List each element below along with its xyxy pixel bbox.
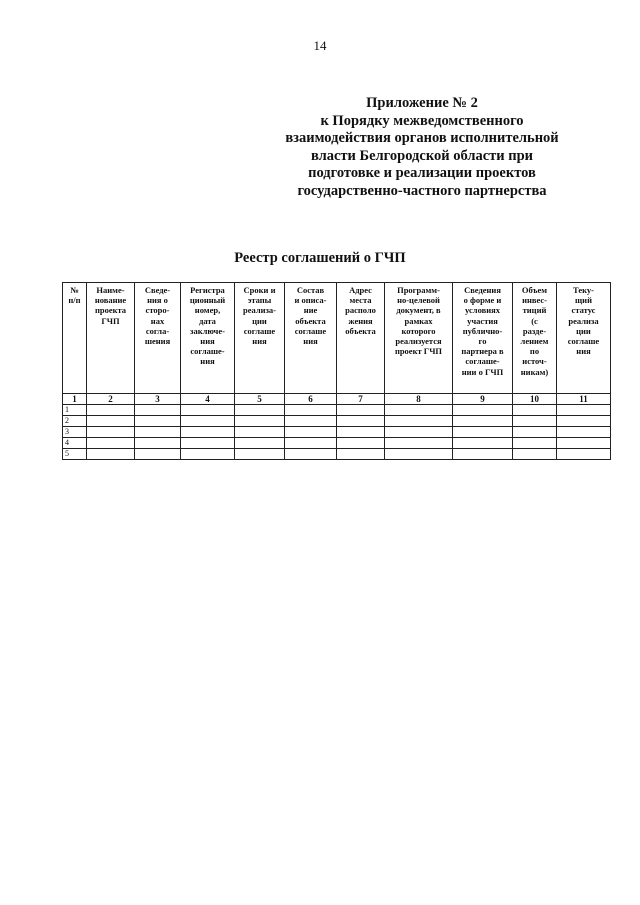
- column-header-line: ния: [200, 336, 215, 347]
- column-header: [337, 283, 385, 394]
- column-header: [181, 283, 235, 394]
- column-number: 1: [63, 394, 87, 405]
- table-cell: [337, 416, 385, 427]
- table-cell: [385, 438, 453, 449]
- column-header-line: соглаше: [294, 325, 327, 336]
- column-header: [135, 283, 181, 394]
- column-header-line: по: [529, 346, 540, 357]
- appendix-line: подготовке и реализации проектов: [308, 165, 536, 181]
- table-cell: [135, 427, 181, 438]
- column-header-line: ции: [252, 315, 267, 326]
- appendix-line: Приложение № 2: [366, 95, 478, 111]
- table-cell: [181, 416, 235, 427]
- column-header: [385, 283, 453, 394]
- table-cell: [87, 438, 135, 449]
- column-header-line: тиций: [522, 305, 547, 316]
- table-cell: [87, 427, 135, 438]
- table-cell: [513, 405, 557, 416]
- column-header-line: реализа: [568, 315, 599, 326]
- header-row: [63, 283, 611, 394]
- table-cell: [135, 405, 181, 416]
- table-cell: [337, 427, 385, 438]
- column-header-line: никам): [520, 366, 549, 377]
- appendix-line: власти Белгородской области при: [310, 147, 534, 164]
- column-header-line: дата: [199, 315, 216, 326]
- column-header-line: располо: [345, 305, 376, 316]
- table-cell: [453, 416, 513, 427]
- column-header-line: нии о ГЧП: [461, 366, 504, 377]
- column-header-line: заключе-: [190, 325, 225, 336]
- column-header-line: участия: [467, 315, 498, 326]
- table-cell: [513, 427, 557, 438]
- appendix-line: государственно-частного партнерства: [297, 182, 547, 199]
- column-number: 2: [87, 394, 135, 405]
- table-cell: [235, 427, 285, 438]
- column-header-line: статус: [571, 305, 596, 316]
- column-header-line: Адрес: [349, 285, 372, 295]
- column-header-line: публично-: [462, 325, 503, 336]
- table-cell: [385, 405, 453, 416]
- registry-title: Реестр соглашений о ГЧП: [234, 250, 406, 266]
- column-header: [285, 283, 337, 394]
- table-cell: [87, 405, 135, 416]
- column-header-line: но-целевой: [397, 295, 440, 306]
- column-header-line: о форме и: [463, 295, 502, 306]
- column-header-line: и описа-: [294, 295, 327, 306]
- column-header-line: рамках: [404, 315, 433, 326]
- column-number: 5: [235, 394, 285, 405]
- table-cell: [557, 427, 611, 438]
- column-header-line: Сведения: [464, 285, 501, 295]
- column-number: 6: [285, 394, 337, 405]
- column-header-line: Сроки и: [243, 285, 276, 295]
- table-cell: [87, 416, 135, 427]
- table-cell: [453, 405, 513, 416]
- column-header-line: места: [349, 295, 372, 306]
- column-header-line: Наиме-: [96, 285, 125, 295]
- table-cell: [285, 438, 337, 449]
- column-header-line: разде-: [522, 325, 547, 336]
- table-cell: [453, 427, 513, 438]
- page-number: 14: [313, 38, 327, 53]
- table-cell: [453, 438, 513, 449]
- column-header-line: ния: [576, 346, 591, 357]
- column-header-line: реализа-: [243, 305, 276, 316]
- table-cell: [385, 427, 453, 438]
- table-cell: [285, 416, 337, 427]
- column-header: [453, 283, 513, 394]
- column-header-line: лением: [520, 336, 549, 347]
- column-header-line: инвес-: [522, 295, 547, 306]
- table-cell: [181, 427, 235, 438]
- appendix-line: к Порядку межведомственного: [320, 112, 524, 129]
- column-header: [87, 283, 135, 394]
- table-cell: [135, 416, 181, 427]
- column-header-line: номер,: [194, 305, 221, 316]
- column-header-line: жения: [348, 315, 373, 326]
- table-cell: [285, 427, 337, 438]
- table-cell: [513, 449, 557, 460]
- column-header-line: го: [478, 336, 487, 347]
- column-header-line: согла-: [145, 325, 170, 336]
- column-header-line: ГЧП: [101, 315, 120, 326]
- column-header-line: условиях: [465, 305, 500, 316]
- table-cell: [385, 416, 453, 427]
- column-number: 3: [135, 394, 181, 405]
- column-number: 9: [453, 394, 513, 405]
- column-header-line: ционный: [189, 295, 226, 306]
- table-cell: [181, 438, 235, 449]
- table-cell: [337, 449, 385, 460]
- table-cell: [285, 405, 337, 416]
- column-number: 10: [513, 394, 557, 405]
- column-header-line: ния о: [147, 295, 168, 306]
- column-header-line: ния: [200, 356, 215, 367]
- column-header-line: Теку-: [573, 285, 594, 295]
- column-header-line: соглаше-: [190, 346, 225, 357]
- row-number: 1: [63, 405, 87, 416]
- column-header-line: Сведе-: [144, 285, 171, 295]
- row-number: 2: [63, 416, 87, 427]
- table-cell: [385, 449, 453, 460]
- table-cell: [513, 416, 557, 427]
- appendix-line: взаимодействия органов исполнительной: [285, 130, 559, 146]
- column-header-line: сторо-: [145, 305, 170, 316]
- column-number: 4: [181, 394, 235, 405]
- column-header-line: Программ-: [397, 285, 440, 295]
- column-header-line: объекта: [345, 325, 376, 336]
- table-cell: [557, 438, 611, 449]
- table-cell: [135, 438, 181, 449]
- column-header-line: шения: [144, 336, 171, 347]
- column-header-line: нах: [150, 315, 165, 326]
- column-header-line: документ, в: [396, 305, 441, 316]
- column-header-line: этапы: [247, 295, 272, 306]
- column-header-line: Регистра: [190, 285, 225, 295]
- column-number: 8: [385, 394, 453, 405]
- column-header-line: источ-: [522, 356, 547, 367]
- column-header-line: нование: [94, 295, 127, 306]
- table-cell: [557, 416, 611, 427]
- column-number: 7: [337, 394, 385, 405]
- column-header-line: Состав: [296, 285, 325, 295]
- table-cell: [557, 449, 611, 460]
- table-cell: [235, 438, 285, 449]
- row-number: 4: [63, 438, 87, 449]
- column-header: [557, 283, 611, 394]
- column-header-line: объекта: [295, 315, 326, 326]
- column-header-line: №: [70, 285, 79, 295]
- column-number: 11: [557, 394, 611, 405]
- column-header-line: ния: [252, 336, 267, 347]
- table-cell: [235, 405, 285, 416]
- column-header: [63, 283, 87, 394]
- table-row: [63, 449, 611, 460]
- table-cell: [235, 416, 285, 427]
- row-number: 3: [63, 427, 87, 438]
- table-row: [63, 438, 611, 449]
- table-cell: [285, 449, 337, 460]
- appendix-heading: [262, 95, 582, 200]
- table-cell: [181, 405, 235, 416]
- table-cell: [337, 438, 385, 449]
- table-cell: [513, 438, 557, 449]
- table-cell: [235, 449, 285, 460]
- column-header: [513, 283, 557, 394]
- column-header-line: п/п: [68, 295, 81, 306]
- column-header-line: ние: [303, 305, 318, 316]
- table-cell: [337, 405, 385, 416]
- column-header-line: реализуется: [395, 336, 442, 347]
- column-header-line: (с: [531, 315, 538, 326]
- table-cell: [181, 449, 235, 460]
- column-header-line: проект ГЧП: [394, 346, 443, 357]
- column-header-line: щий: [575, 295, 592, 306]
- column-header-line: ния: [303, 336, 318, 347]
- column-header: [235, 283, 285, 394]
- column-header-line: Объем: [521, 285, 548, 295]
- column-header-line: соглаше: [567, 336, 600, 347]
- table-cell: [453, 449, 513, 460]
- table-cell: [135, 449, 181, 460]
- table-row: [63, 416, 611, 427]
- column-header-line: партнера в: [461, 346, 504, 357]
- column-header-line: проекта: [94, 305, 127, 316]
- table-cell: [87, 449, 135, 460]
- column-header-line: соглаше-: [465, 356, 500, 367]
- registry-table: [62, 282, 611, 460]
- table-row: [63, 427, 611, 438]
- table-row: [63, 405, 611, 416]
- column-header-line: ции: [576, 325, 591, 336]
- column-header-line: которого: [401, 325, 436, 336]
- row-number: 5: [63, 449, 87, 460]
- column-header-line: соглаше: [243, 325, 276, 336]
- table-cell: [557, 405, 611, 416]
- column-number-row: [63, 394, 611, 405]
